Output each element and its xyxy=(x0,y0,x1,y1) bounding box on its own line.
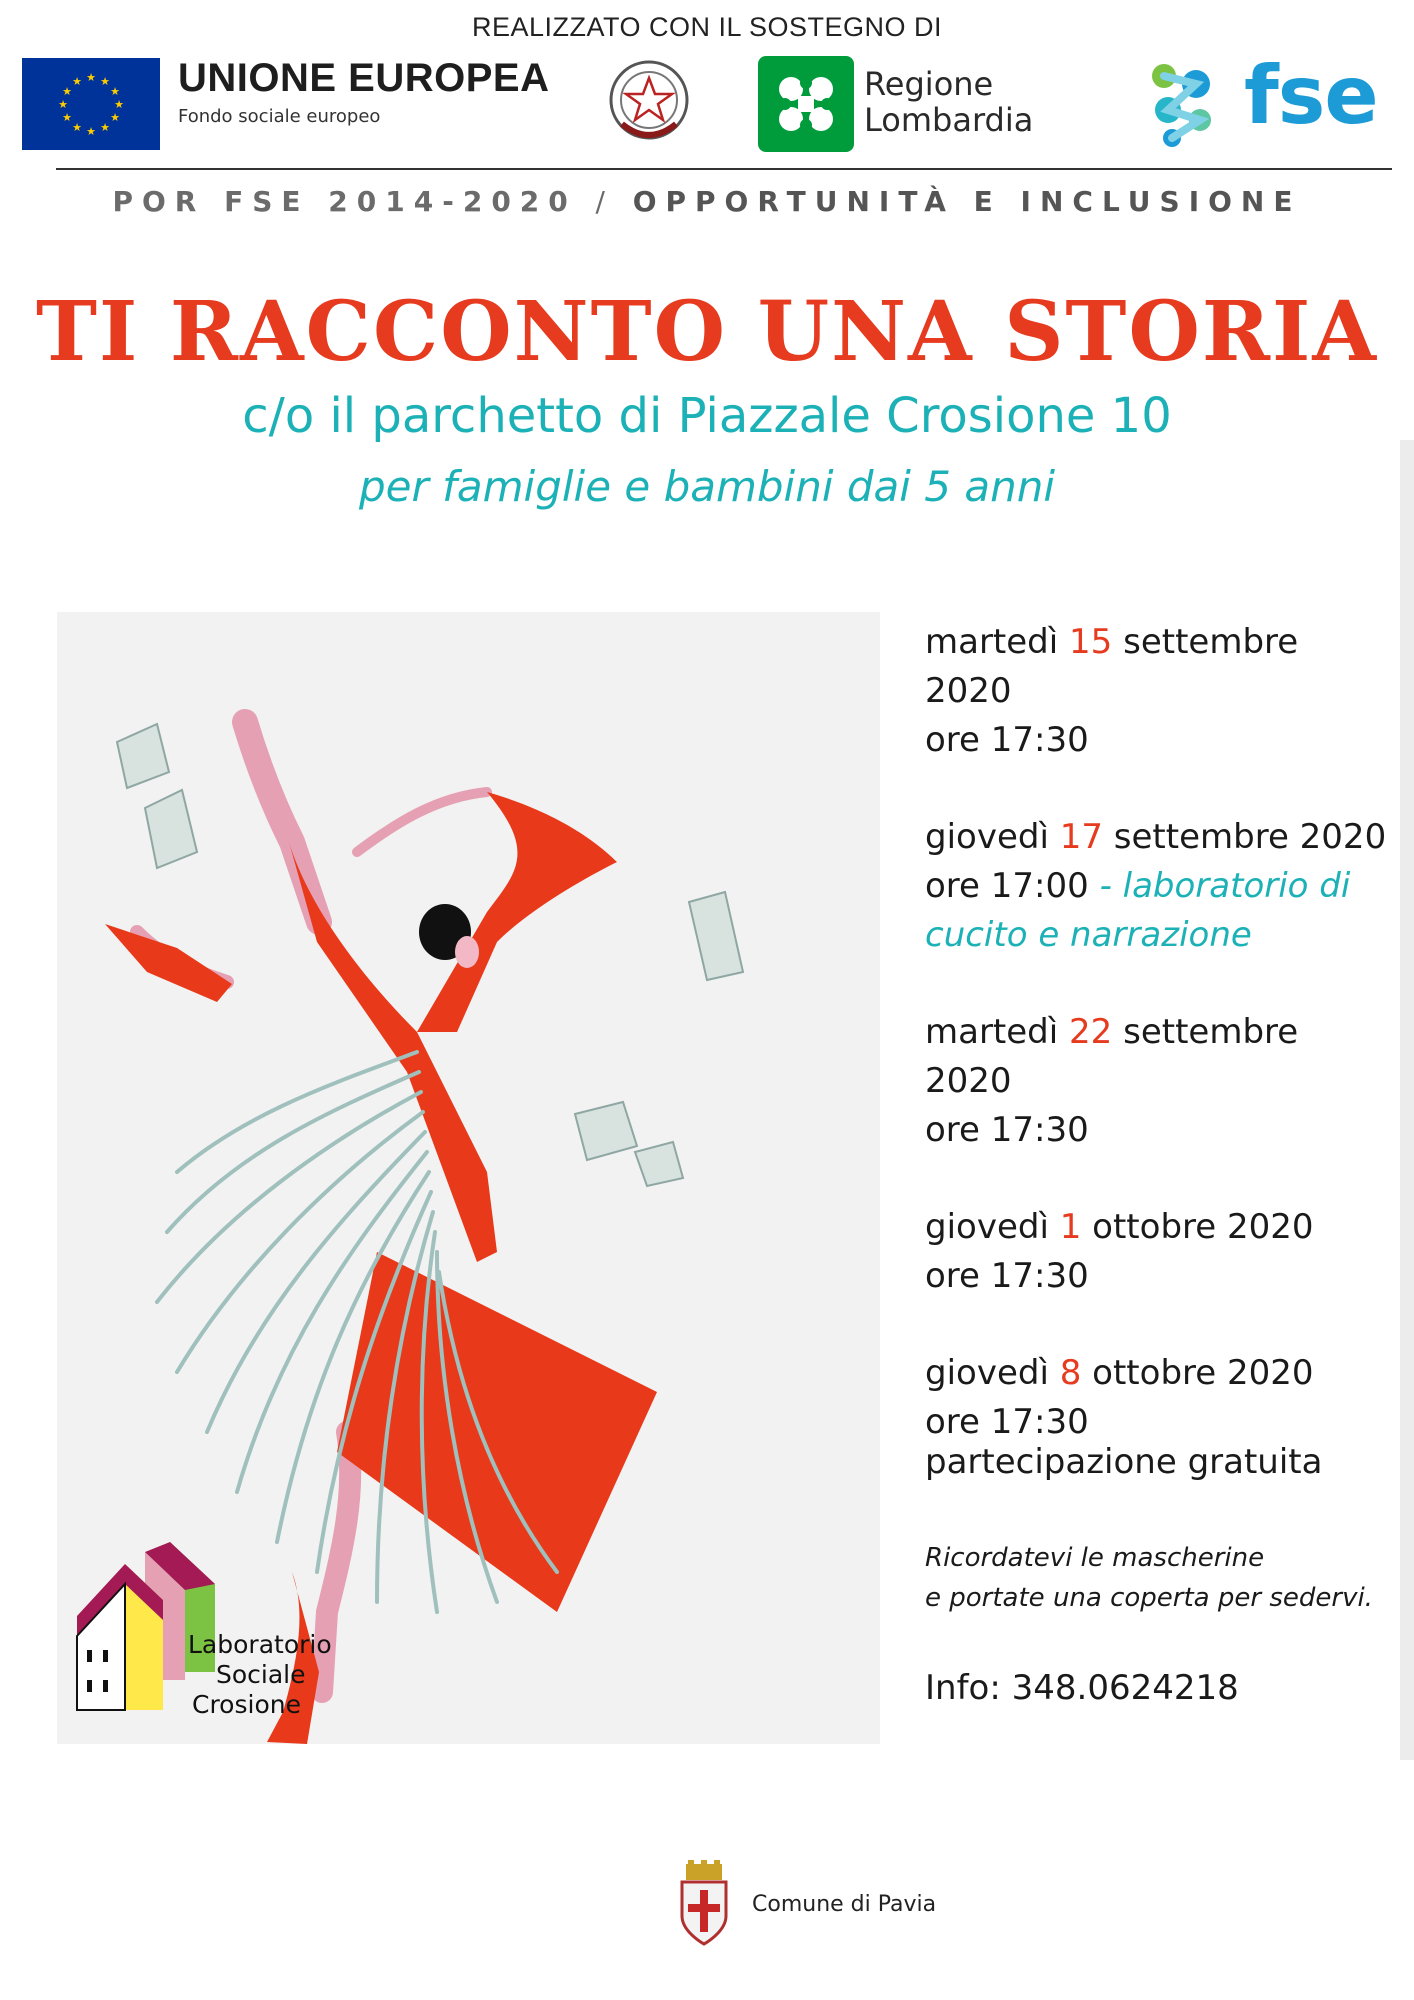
event-time: ore 17:30 xyxy=(925,1110,1089,1150)
comune-pavia-label: Comune di Pavia xyxy=(752,1892,937,1917)
day-number: 15 xyxy=(1069,622,1113,662)
sponsor-caption: REALIZZATO CON IL SOSTEGNO DI xyxy=(471,12,943,42)
svg-text:★: ★ xyxy=(100,121,110,134)
page-edge-shadow xyxy=(1400,440,1414,1760)
logo-line-1: Laboratorio xyxy=(188,1630,332,1659)
logo-line-3: Crosione xyxy=(192,1690,301,1719)
weekday: giovedì xyxy=(925,1207,1049,1247)
weekday: martedì xyxy=(925,1012,1059,1052)
free-entry-text: partecipazione gratuita xyxy=(925,1442,1323,1482)
event-audience: per famiglie e bambini dai 5 anni xyxy=(358,462,1055,511)
schedule-item xyxy=(925,618,1395,765)
eu-flag-icon xyxy=(22,58,160,150)
weekday: giovedì xyxy=(925,817,1049,857)
month-year: ottobre 2020 xyxy=(1092,1353,1314,1393)
month-year: settembre 2020 xyxy=(925,1012,1299,1101)
event-time: ore 17:30 xyxy=(925,1402,1089,1442)
info-phone: Info: 348.0624218 xyxy=(925,1668,1239,1708)
laboratorio-sociale-name xyxy=(188,1630,332,1720)
svg-text:★: ★ xyxy=(58,98,68,111)
schedule-item xyxy=(925,1008,1395,1155)
svg-text:★: ★ xyxy=(86,71,96,84)
schedule-item xyxy=(925,813,1395,960)
svg-text:★: ★ xyxy=(110,85,120,98)
day-number: 1 xyxy=(1059,1207,1082,1247)
regione-lombardia-logo-icon xyxy=(758,56,854,152)
svg-text:★: ★ xyxy=(114,98,124,111)
regione-lombardia-name xyxy=(864,66,1033,138)
month-year: ottobre 2020 xyxy=(1092,1207,1314,1247)
day-number: 22 xyxy=(1069,1012,1113,1052)
svg-text:★: ★ xyxy=(62,85,72,98)
svg-text:★: ★ xyxy=(72,121,82,134)
schedule-list xyxy=(925,618,1395,1495)
lombardia-line-1: Regione xyxy=(864,65,994,103)
comune-pavia-crest-icon xyxy=(676,1860,732,1948)
eu-fund-label: Fondo sociale europeo xyxy=(178,106,381,127)
svg-text:★: ★ xyxy=(86,125,96,138)
event-title: TI RACCONTO UNA STORIA xyxy=(35,284,1379,380)
fse-mark-icon xyxy=(1134,54,1234,150)
header-divider xyxy=(56,168,1392,170)
fse-wordmark: fse xyxy=(1244,49,1378,142)
month-year: settembre 2020 xyxy=(1113,817,1387,857)
event-time: ore 17:00 xyxy=(925,866,1089,906)
svg-text:★: ★ xyxy=(110,111,120,124)
event-venue: c/o il parchetto di Piazzale Crosione 10 xyxy=(242,388,1172,444)
event-time: ore 17:30 xyxy=(925,720,1089,760)
svg-text:★: ★ xyxy=(100,75,110,88)
schedule-item xyxy=(925,1349,1395,1447)
schedule-item xyxy=(925,1203,1395,1301)
program-line xyxy=(0,185,1414,218)
weekday: giovedì xyxy=(925,1353,1049,1393)
logo-line-2: Sociale xyxy=(216,1660,306,1689)
day-number: 8 xyxy=(1059,1353,1082,1393)
svg-text:★: ★ xyxy=(72,75,82,88)
eu-name: UNIONE EUROPEA xyxy=(178,56,550,100)
svg-text:★: ★ xyxy=(62,111,72,124)
italian-republic-emblem-icon xyxy=(604,54,694,150)
reminder-text xyxy=(925,1538,1373,1618)
program-left: POR FSE 2014-2020 xyxy=(112,185,577,218)
lombardia-line-2: Lombardia xyxy=(864,101,1034,139)
program-right: OPPORTUNITÀ E INCLUSIONE xyxy=(632,185,1302,218)
day-number: 17 xyxy=(1059,817,1103,857)
event-note: - laboratorio di cucito e narrazione xyxy=(925,866,1351,955)
reminder-line-1: Ricordatevi le mascherine xyxy=(925,1543,1265,1573)
event-time: ore 17:30 xyxy=(925,1256,1089,1296)
program-separator: / xyxy=(595,185,614,218)
reminder-line-2: e portate una coperta per sedervi. xyxy=(925,1583,1373,1613)
weekday: martedì xyxy=(925,622,1059,662)
month-year: settembre 2020 xyxy=(925,622,1299,711)
